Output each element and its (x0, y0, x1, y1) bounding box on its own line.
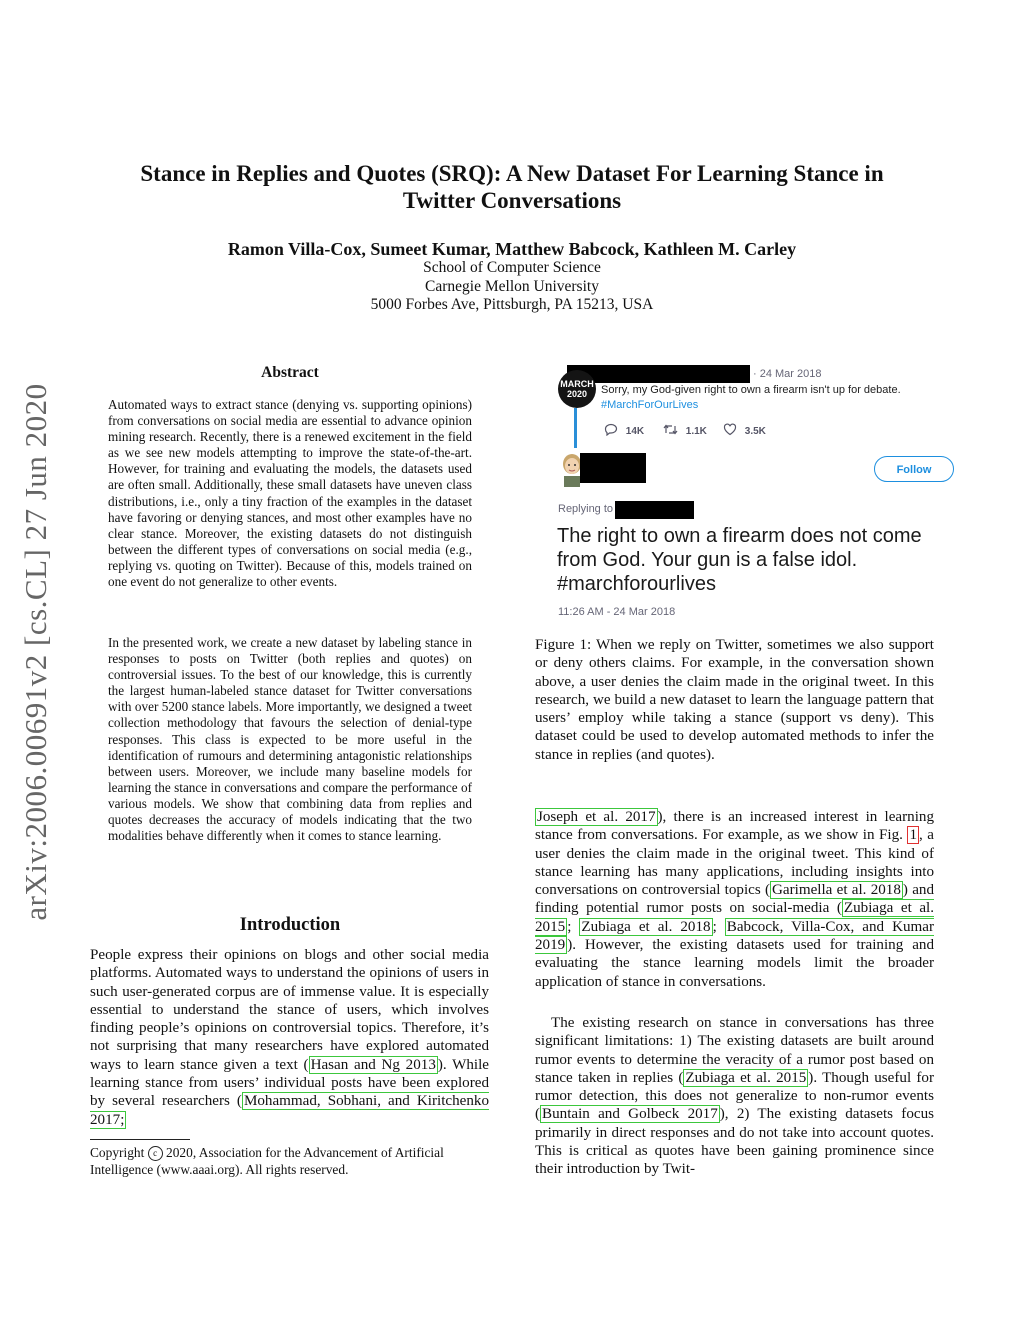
rc-p1-text-1: ), there is an increased interest in learning stance from conversations. For example, as we show in Fig. (535, 809, 934, 844)
tweet-like-count[interactable] (723, 423, 766, 437)
copyright-text: 2020, Association for the Advancement of Artificial Intelligence (www.aaai.org). All rights reserved. (90, 1145, 444, 1177)
avatar-label: MARCH 2020 (560, 379, 594, 399)
footnote-rule (90, 1139, 190, 1140)
redacted-mention (615, 501, 694, 519)
citation-babcock[interactable]: Babcock, Villa-Cox, and Kumar 2019 (535, 918, 935, 954)
affiliation-school: School of Computer Science (423, 259, 601, 276)
rc-p2-text-2: ). Though useful for rumor detection, this does not generalize to non-rumor events ( (535, 1069, 934, 1123)
tweet-date: · 24 Mar 2018 (753, 368, 822, 380)
figure-reference[interactable]: 1 (909, 827, 918, 844)
introduction-paragraph (90, 946, 489, 1129)
retweet-count: 1.1K (685, 426, 707, 437)
like-count: 3.5K (744, 426, 766, 437)
citation-zubiaga-2015-b[interactable]: Zubiaga et al. 2015 (685, 1069, 807, 1086)
abstract-paragraph-1: Automated ways to extract stance (denying vs. supporting opinions) from conversations on social media are essential to advance opinion mining research. Recently, there is a renewed excitement in the field as we see new models attempting to improve the state-of-the-art. However, for training and evaluating the models, the datasets used are often small. Additionally, these small datasets have uneven class distributions, i.e., only a tiny fraction of the examples in the dataset have favoring or denying stances, and most other examples have no clear stance. Moreover, the existing datasets do not distinguish between the different types of conversations on social media (e.g., replying vs. quoting on Twitter). Because of this, models trained on one event do not generalize to other events. (108, 397, 472, 590)
reply-timestamp: 11:26 AM - 24 Mar 2018 (558, 606, 676, 618)
abstract-heading: Abstract (261, 364, 319, 381)
tweet-retweet-count[interactable] (663, 423, 707, 437)
intro-text-a: People express their opinions on blogs and other social media platforms. Automated ways to understand the opinions of users in such user-generated corpus are of immense value. It is especially essential to understand the stance of users, which involves finding people’s opinions on controversial topics. Therefore, it’s not surprising that many researchers have explored automated ways to learn stance given a text ( (90, 947, 489, 1073)
redacted-reply-username (580, 453, 646, 483)
reply-text-line-1: The right to own a firearm does not come (557, 525, 922, 547)
title-line-1: Stance in Replies and Quotes (SRQ): A New Dataset For Learning Stance in (140, 161, 884, 186)
copyright-prefix: Copyright (90, 1145, 145, 1160)
rc-p2-text-3: ), 2) The existing datasets focus primarily in direct responses and do not take into account quotes. This is critical as quotes have been gaining prominence since their introduction by Twit- (535, 1106, 935, 1178)
citation-garimella[interactable]: Garimella et al. 2018 (772, 882, 901, 899)
tweet-text: Sorry, my God-given right to own a firearm isn't up for debate. (601, 384, 901, 396)
reply-icon (604, 423, 618, 436)
affiliation-university: Carnegie Mellon University (425, 277, 599, 295)
figure-1-caption: Figure 1: When we reply on Twitter, sometimes we also support or deny others claims. For example, in the conversation shown above, a user denies the claim made in the original tweet. In this research, we build a new dataset to learn the language pattern that users’ employ while taking a stance (support vs deny). This dataset could be used to develop automated methods to infer the stance in replies (and quotes). (535, 637, 934, 763)
tweet-hashtag[interactable]: #MarchForOurLives (601, 399, 699, 411)
reply-text-line-2: from God. Your gun is a false idol. (557, 549, 858, 571)
copyright-icon: c (148, 1146, 163, 1161)
citation-buntain[interactable]: Buntain and Golbeck 2017 (542, 1106, 718, 1123)
rc-p1-text-6: ). However, the existing datasets used for training and evaluating the stance learning models limit the broader application of stance in conversations. (535, 937, 934, 990)
citation-zubiaga-2018[interactable]: Zubiaga et al. 2018 (581, 918, 711, 935)
rc-p1-text-4: ; (567, 918, 580, 935)
affiliation (80, 259, 944, 315)
paper-title (80, 160, 944, 214)
introduction-heading: Introduction (239, 915, 341, 935)
reply-count: 14K (625, 426, 645, 437)
affiliation-address: 5000 Forbes Ave, Pittsburgh, PA 15213, USA (370, 296, 654, 313)
intro-text-b: ). While learning stance from users’ individual posts have been explored by several researchers ( (90, 1056, 489, 1110)
rc-p2-text-1: The existing research on stance in conversations has three significant limitations: 1) The existing datasets are built around rumor events to determine the veracity of a rumor post based on stance taken in replies ( (535, 1015, 934, 1086)
authors: Ramon Villa-Cox, Sumeet Kumar, Matthew Babcock, Kathleen M. Carley (227, 239, 797, 259)
rc-p1-text-2: , a user denies the claim made in the original tweet. This kind of stance learning has many applications, including insights into conversations on controversial topics ( (535, 827, 934, 899)
abstract-paragraph-2: In the presented work, we create a new dataset by labeling stance in responses to posts on Twitter (both replies and quotes) on controversial issues. To the best of our knowledge, this is currently the largest human-labeled stance dataset for Twitter conversations with over 5200 stance labels. More importantly, we designed a tweet collection methodology that favours the selection of denial-type responses. This class is expected to be more useful in the identification of rumours and determining antagonistic relationships between users. Moreover, we include many baseline models for learning the stance in conversations and compare the performance of various models. We show that combining data from replies and quotes decreases the accuracy of models indicating that the two modalities behave differently when it comes to stance learning. (108, 635, 472, 844)
follow-button[interactable]: Follow (874, 456, 954, 482)
rc-p1-text-3: ) and finding potential rumor posts on social-media ( (535, 882, 934, 917)
title-line-2: Twitter Conversations (402, 188, 622, 213)
arxiv-stamp: arXiv:2006.00691v2 [cs.CL] 27 Jun 2020 (18, 383, 53, 921)
citation-zubiaga-2015[interactable]: Zubiaga et al. 2015 (535, 900, 934, 935)
citation-mohammad[interactable]: Mohammad, Sobhani, and Kiritchenko 2017; (90, 1093, 489, 1128)
replying-to-label: Replying to (558, 503, 614, 515)
right-column-paragraph-1 (535, 808, 934, 991)
right-column-paragraph-2 (535, 1014, 934, 1179)
thread-line (574, 408, 577, 448)
copyright-footnote (90, 1144, 490, 1178)
reply-hashtag[interactable]: #marchforourlives (557, 573, 716, 595)
rc-p1-text-5: ; (712, 918, 725, 935)
retweet-icon (663, 423, 678, 436)
citation-joseph[interactable]: Joseph et al. 2017 (537, 809, 656, 825)
avatar (558, 370, 596, 408)
heart-icon (723, 423, 737, 436)
tweet-reply-count[interactable] (604, 423, 644, 437)
citation-hasan-ng[interactable]: Hasan and Ng 2013 (310, 1056, 436, 1073)
